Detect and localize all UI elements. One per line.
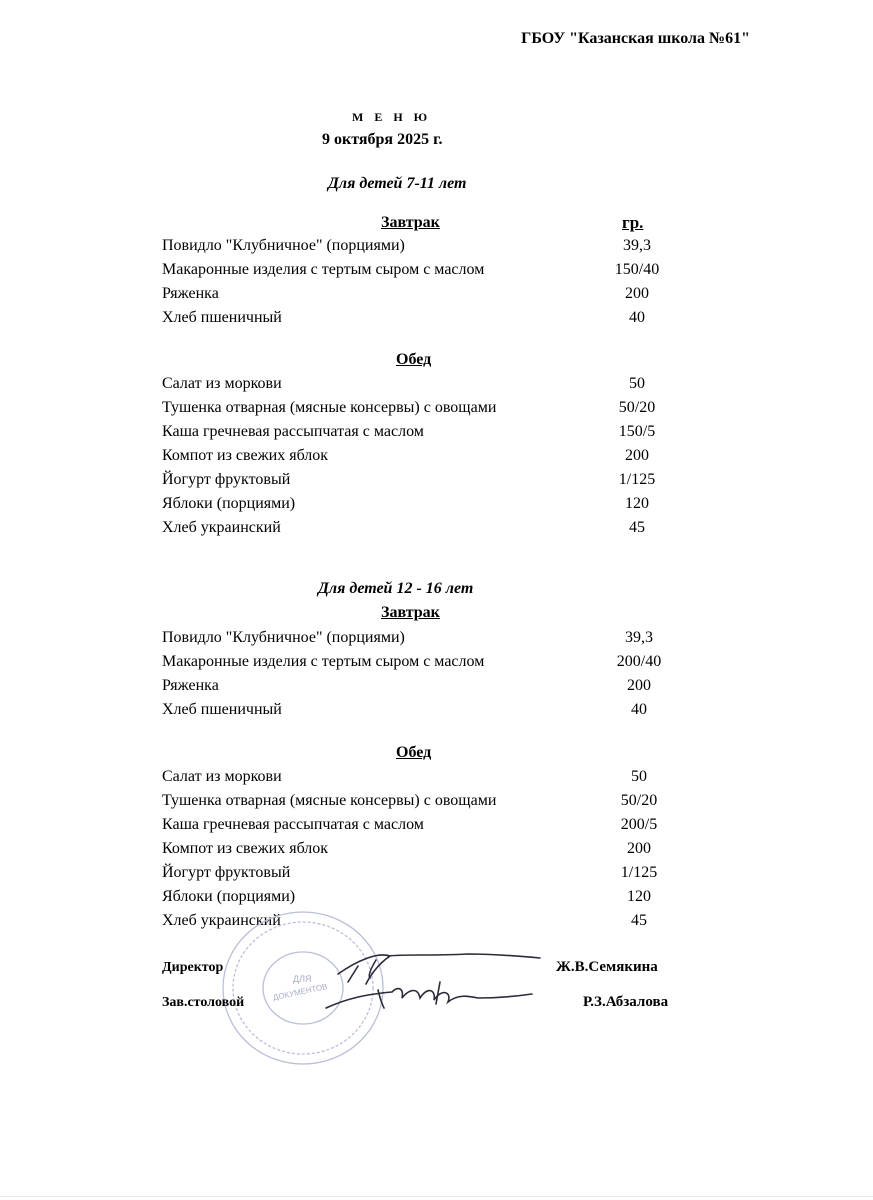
handwritten-signatures — [318, 942, 548, 1022]
menu-item-qty: 200 — [625, 447, 649, 464]
director-name: Ж.В.Семякина — [556, 959, 658, 975]
menu-item-qty: 50 — [631, 768, 647, 785]
menu-item-qty: 50 — [629, 375, 645, 392]
menu-item-name: Йогурт фруктовый — [162, 864, 291, 881]
menu-item-qty: 200/40 — [616, 653, 662, 670]
menu-item-qty: 40 — [631, 701, 647, 718]
menu-item-name: Хлеб украинский — [162, 912, 281, 929]
menu-item-name: Ряженка — [162, 285, 219, 302]
menu-item-name: Салат из моркови — [162, 768, 282, 785]
menu-item-name: Тушенка отварная (мясные консервы) с овощами — [162, 792, 497, 809]
menu-item-name: Йогурт фруктовый — [162, 471, 291, 488]
menu-item-name: Хлеб украинский — [162, 519, 281, 536]
menu-item-qty: 120 — [625, 495, 649, 512]
menu-heading: М Е Н Ю — [352, 110, 432, 124]
menu-item-name: Ряженка — [162, 677, 219, 694]
menu-item-name: Тушенка отварная (мясные консервы) с овощами — [162, 399, 497, 416]
menu-item-qty: 45 — [631, 912, 647, 929]
age-group-1-heading: Для детей 7-11 лет — [328, 175, 467, 192]
units-label: гр. — [622, 213, 644, 232]
menu-item-name: Компот из свежих яблок — [162, 447, 329, 464]
stamp-text: ДЛЯ — [293, 974, 312, 984]
breakfast-heading-2: Завтрак — [381, 604, 440, 621]
menu-item-name: Яблоки (порциями) — [162, 495, 296, 512]
menu-item-qty: 40 — [629, 309, 645, 326]
age-group-2-heading: Для детей 12 - 16 лет — [318, 580, 474, 597]
menu-item-name: Яблоки (порциями) — [162, 888, 296, 905]
breakfast-heading-1: Завтрак — [381, 214, 440, 231]
scan-edge-line — [0, 1196, 873, 1197]
menu-date: 9 октября 2025 г. — [322, 131, 443, 148]
menu-item-qty: 200/5 — [620, 816, 658, 833]
menu-item-qty: 50/20 — [620, 792, 658, 809]
menu-item-qty: 1/125 — [620, 864, 658, 881]
menu-item-name: Макаронные изделия с тертым сыром с маслом — [162, 653, 485, 670]
menu-item-qty: 200 — [627, 677, 651, 694]
lunch-heading-2: Обед — [396, 744, 432, 761]
director-title: Директор — [162, 960, 224, 975]
menu-item-name: Макаронные изделия с тертым сыром с маслом — [162, 261, 485, 278]
svg-text:ДОКУМЕНТОВ: ДОКУМЕНТОВ — [272, 981, 329, 1003]
lunch-heading-1: Обед — [396, 351, 432, 368]
menu-item-qty: 200 — [627, 840, 651, 857]
menu-item-name: Каша гречневая рассыпчатая с маслом — [162, 816, 424, 833]
menu-item-qty: 150/40 — [614, 261, 660, 278]
menu-item-name: Салат из моркови — [162, 375, 282, 392]
menu-item-qty: 150/5 — [618, 423, 656, 440]
menu-item-qty: 120 — [627, 888, 651, 905]
menu-item-qty: 1/125 — [618, 471, 656, 488]
menu-item-qty: 45 — [629, 519, 645, 536]
menu-item-name: Каша гречневая рассыпчатая с маслом — [162, 423, 424, 440]
menu-item-qty: 200 — [625, 285, 649, 302]
canteen-head-name: Р.З.Абзалова — [583, 994, 669, 1010]
menu-item-name: Повидло "Клубничное" (порциями) — [162, 629, 405, 646]
menu-item-name: Хлеб пшеничный — [162, 309, 282, 326]
menu-item-qty: 50/20 — [618, 399, 656, 416]
canteen-head-title: Зав.столовой — [162, 995, 245, 1010]
menu-item-name: Компот из свежих яблок — [162, 840, 329, 857]
menu-item-name: Хлеб пшеничный — [162, 701, 282, 718]
menu-item-qty: 39,3 — [623, 237, 651, 254]
menu-item-name: Повидло "Клубничное" (порциями) — [162, 237, 405, 254]
school-name: ГБОУ "Казанская школа №61" — [521, 30, 750, 47]
menu-item-qty: 39,3 — [625, 629, 653, 646]
